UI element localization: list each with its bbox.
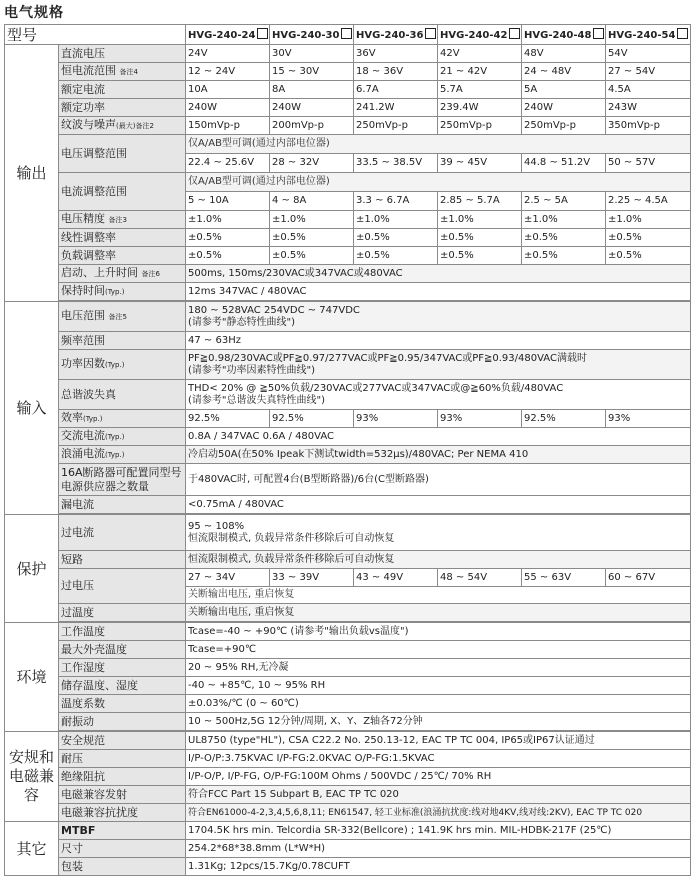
- label-rated-current: 额定电流: [59, 81, 186, 99]
- eff-2: 92.5%: [270, 410, 354, 428]
- model-1: HVG-240-24: [186, 25, 270, 45]
- label-eff: 效率(Typ.): [59, 410, 186, 428]
- ov-4: 48 ~ 54V: [438, 569, 522, 587]
- ov-5: 55 ~ 63V: [522, 569, 606, 587]
- line-reg-6: ±0.5%: [606, 229, 691, 247]
- sc-value: 恒流限制模式, 负载异常条件移除后可自动恢复: [186, 551, 691, 569]
- eff-4: 93%: [438, 410, 522, 428]
- line-reg-5: ±0.5%: [522, 229, 606, 247]
- label-temp-coef: 温度系数: [59, 695, 186, 713]
- option-box-icon: [677, 28, 688, 39]
- mtbf-value: 1704.5K hrs min. Telcordia SR-332(Bellcore) ; 141.9K hrs min. MIL-HDBK-217F (25℃): [186, 822, 691, 840]
- label-rated-power: 额定功率: [59, 99, 186, 117]
- label-cc-range: 恒电流范围 备注4: [59, 63, 186, 81]
- i-adj-1: 5 ~ 10A: [186, 192, 270, 211]
- v-tol-1: ±1.0%: [186, 211, 270, 229]
- i-adj-note: 仅A/AB型可调(通过内部电位器): [186, 173, 691, 192]
- label-humidity: 工作湿度: [59, 659, 186, 677]
- label-max-case: 最大外壳温度: [59, 641, 186, 659]
- label-oc: 过电流: [59, 515, 186, 551]
- label-line-reg: 线性调整率: [59, 229, 186, 247]
- freq-value: 47 ~ 63Hz: [186, 332, 691, 350]
- rated-power-1: 240W: [186, 99, 270, 117]
- model-4: HVG-240-42: [438, 25, 522, 45]
- header-row: [5, 25, 691, 45]
- label-inrush: 浪涌电流(Typ.): [59, 446, 186, 464]
- v-adj-2: 28 ~ 32V: [270, 154, 354, 173]
- model-3: HVG-240-36: [354, 25, 438, 45]
- temp-coef-value: ±0.03%/℃ (0 ~ 60℃): [186, 695, 691, 713]
- cc-range-2: 15 ~ 30V: [270, 63, 354, 81]
- dimension-value: 254.2*68*38.8mm (L*W*H): [186, 840, 691, 858]
- inrush-value: 冷启动50A(在50% Ipeak下测试twidth=532μs)/480VAC; Per NEMA 410: [186, 446, 691, 464]
- cc-range-4: 21 ~ 42V: [438, 63, 522, 81]
- label-mtbf: MTBF: [59, 822, 186, 840]
- emc-immunity-value: 符合EN61000-4-2,3,4,5,6,8,11; EN61547, 轻工业标准(浪涌抗扰度:线对地4KV,线对线:2KV), EAC TP TC 020: [186, 804, 691, 822]
- model-label: 型号: [5, 25, 186, 45]
- dc-voltage-5: 48V: [522, 45, 606, 63]
- label-breaker: 16A断路器可配置同型号电源供应器之数量: [59, 464, 186, 496]
- label-storage: 储存温度、湿度: [59, 677, 186, 695]
- load-reg-5: ±0.5%: [522, 247, 606, 265]
- label-ot: 过温度: [59, 604, 186, 622]
- option-box-icon: [257, 28, 268, 39]
- eff-5: 92.5%: [522, 410, 606, 428]
- load-reg-2: ±0.5%: [270, 247, 354, 265]
- load-reg-3: ±0.5%: [354, 247, 438, 265]
- v-tol-2: ±1.0%: [270, 211, 354, 229]
- label-work-temp: 工作温度: [59, 623, 186, 641]
- option-box-icon: [593, 28, 604, 39]
- oc-value: 95 ~ 108% 恒流限制模式, 负载异常条件移除后可自动恢复: [186, 515, 691, 551]
- rated-power-2: 240W: [270, 99, 354, 117]
- label-ac-current: 交流电流(Typ.): [59, 428, 186, 446]
- label-packing: 包装: [59, 858, 186, 876]
- ot-value: 关断输出电压, 重启恢复: [186, 604, 691, 622]
- option-box-icon: [509, 28, 520, 39]
- humidity-value: 20 ~ 95% RH,无冷凝: [186, 659, 691, 677]
- line-reg-3: ±0.5%: [354, 229, 438, 247]
- emc-emission-value: 符合FCC Part 15 Subpart B, EAC TP TC 020: [186, 786, 691, 804]
- line-reg-2: ±0.5%: [270, 229, 354, 247]
- ripple-5: 250mVp-p: [522, 117, 606, 135]
- label-vibration: 耐振动: [59, 713, 186, 731]
- max-case-value: Tcase=+90℃: [186, 641, 691, 659]
- thd-value: THD< 20% @ ≧50%负载/230VAC或277VAC或347VAC或@≧60%负载/480VAC (请参考"总谐波失真特性曲线"): [186, 380, 691, 410]
- sheet-title: 电气规格: [4, 5, 64, 21]
- label-dc-voltage: 直流电压: [59, 45, 186, 63]
- label-isolation: 绝缘阻抗: [59, 768, 186, 786]
- label-v-range: 电压范围 备注5: [59, 302, 186, 332]
- label-ripple: 纹波与噪声(最大)备注2: [59, 117, 186, 135]
- v-tol-4: ±1.0%: [438, 211, 522, 229]
- label-pf: 功率因数(Typ.): [59, 350, 186, 380]
- rated-current-5: 5A: [522, 81, 606, 99]
- v-tol-3: ±1.0%: [354, 211, 438, 229]
- group-protection: 保护: [5, 515, 59, 623]
- label-std: 安全规范: [59, 732, 186, 750]
- i-adj-2: 4 ~ 8A: [270, 192, 354, 211]
- eff-1: 92.5%: [186, 410, 270, 428]
- load-reg-4: ±0.5%: [438, 247, 522, 265]
- line-reg-1: ±0.5%: [186, 229, 270, 247]
- std-value: UL8750 (type"HL"), CSA C22.2 No. 250.13-12, EAC TP TC 004, IP65或IP67认证通过: [186, 732, 691, 750]
- label-v-tol: 电压精度 备注3: [59, 211, 186, 229]
- ov-2: 33 ~ 39V: [270, 569, 354, 587]
- work-temp-value: Tcase=-40 ~ +90℃ (请参考"输出负载vs温度"): [186, 623, 691, 641]
- i-adj-3: 3.3 ~ 6.7A: [354, 192, 438, 211]
- model-5: HVG-240-48: [522, 25, 606, 45]
- rated-power-4: 239.4W: [438, 99, 522, 117]
- label-sc: 短路: [59, 551, 186, 569]
- label-thd: 总谐波失真: [59, 380, 186, 410]
- group-output: 输出: [5, 45, 59, 302]
- cc-range-5: 24 ~ 48V: [522, 63, 606, 81]
- i-adj-4: 2.85 ~ 5.7A: [438, 192, 522, 211]
- label-emc-immunity: 电磁兼容抗扰度: [59, 804, 186, 822]
- label-leakage: 漏电流: [59, 496, 186, 514]
- dc-voltage-3: 36V: [354, 45, 438, 63]
- ac-current-value: 0.8A / 347VAC 0.6A / 480VAC: [186, 428, 691, 446]
- ov-6: 60 ~ 67V: [606, 569, 691, 587]
- rated-current-2: 8A: [270, 81, 354, 99]
- label-i-adj: 电流调整范围: [59, 173, 186, 211]
- ov-note: 关断输出电压, 重启恢复: [186, 587, 691, 604]
- dc-voltage-4: 42V: [438, 45, 522, 63]
- ripple-4: 250mVp-p: [438, 117, 522, 135]
- group-safety: 安规和电磁兼容: [5, 732, 59, 822]
- line-reg-4: ±0.5%: [438, 229, 522, 247]
- group-others: 其它: [5, 822, 59, 876]
- v-adj-note: 仅A/AB型可调(通过内部电位器): [186, 135, 691, 154]
- option-box-icon: [341, 28, 352, 39]
- breaker-value: 于480VAC时, 可配置4台(B型断路器)/6台(C型断路器): [186, 464, 691, 496]
- rated-power-5: 240W: [522, 99, 606, 117]
- rated-power-3: 241.2W: [354, 99, 438, 117]
- v-tol-5: ±1.0%: [522, 211, 606, 229]
- ripple-2: 200mVp-p: [270, 117, 354, 135]
- leakage-value: <0.75mA / 480VAC: [186, 496, 691, 514]
- label-freq: 频率范围: [59, 332, 186, 350]
- v-range-value: 180 ~ 528VAC 254VDC ~ 747VDC (请参考"静态特性曲线"): [186, 302, 691, 332]
- rated-current-1: 10A: [186, 81, 270, 99]
- ov-3: 43 ~ 49V: [354, 569, 438, 587]
- i-adj-6: 2.25 ~ 4.5A: [606, 192, 691, 211]
- label-hold: 保持时间(Typ.): [59, 283, 186, 301]
- hold-value: 12ms 347VAC / 480VAC: [186, 283, 691, 301]
- eff-3: 93%: [354, 410, 438, 428]
- option-box-icon: [425, 28, 436, 39]
- cc-range-6: 27 ~ 54V: [606, 63, 691, 81]
- setup-value: 500ms, 150ms/230VAC或347VAC或480VAC: [186, 265, 691, 283]
- label-emc-emission: 电磁兼容发射: [59, 786, 186, 804]
- storage-value: -40 ~ +85℃, 10 ~ 95% RH: [186, 677, 691, 695]
- load-reg-1: ±0.5%: [186, 247, 270, 265]
- pf-value: PF≧0.98/230VAC或PF≧0.97/277VAC或PF≧0.95/347VAC或PF≧0.93/480VAC满载时 (请参考"功率因素特性曲线"): [186, 350, 691, 380]
- v-adj-1: 22.4 ~ 25.6V: [186, 154, 270, 173]
- ripple-6: 350mVp-p: [606, 117, 691, 135]
- dc-voltage-2: 30V: [270, 45, 354, 63]
- vibration-value: 10 ~ 500Hz,5G 12分钟/周期, X、Y、Z轴各72分钟: [186, 713, 691, 731]
- withstand-value: I/P-O/P:3.75KVAC I/P-FG:2.0KVAC O/P-FG:1.5KVAC: [186, 750, 691, 768]
- ripple-3: 250mVp-p: [354, 117, 438, 135]
- v-adj-3: 33.5 ~ 38.5V: [354, 154, 438, 173]
- label-dimension: 尺寸: [59, 840, 186, 858]
- isolation-value: I/P-O/P, I/P-FG, O/P-FG:100M Ohms / 500VDC / 25℃/ 70% RH: [186, 768, 691, 786]
- cc-range-3: 18 ~ 36V: [354, 63, 438, 81]
- v-adj-5: 44.8 ~ 51.2V: [522, 154, 606, 173]
- ripple-1: 150mVp-p: [186, 117, 270, 135]
- rated-current-3: 6.7A: [354, 81, 438, 99]
- load-reg-6: ±0.5%: [606, 247, 691, 265]
- label-setup: 启动、上升时间 备注6: [59, 265, 186, 283]
- ov-1: 27 ~ 34V: [186, 569, 270, 587]
- model-2: HVG-240-30: [270, 25, 354, 45]
- label-v-adj: 电压调整范围: [59, 135, 186, 173]
- dc-voltage-1: 24V: [186, 45, 270, 63]
- rated-current-4: 5.7A: [438, 81, 522, 99]
- group-input: 输入: [5, 302, 59, 515]
- v-adj-4: 39 ~ 45V: [438, 154, 522, 173]
- v-tol-6: ±1.0%: [606, 211, 691, 229]
- label-load-reg: 负载调整率: [59, 247, 186, 265]
- rated-power-6: 243W: [606, 99, 691, 117]
- packing-value: 1.31Kg; 12pcs/15.7Kg/0.78CUFT: [186, 858, 691, 876]
- spec-table: [4, 24, 691, 876]
- model-6: HVG-240-54: [606, 25, 691, 45]
- v-adj-6: 50 ~ 57V: [606, 154, 691, 173]
- cc-range-1: 12 ~ 24V: [186, 63, 270, 81]
- eff-6: 93%: [606, 410, 691, 428]
- group-environment: 环境: [5, 623, 59, 732]
- label-withstand: 耐压: [59, 750, 186, 768]
- rated-current-6: 4.5A: [606, 81, 691, 99]
- label-ov: 过电压: [59, 569, 186, 604]
- dc-voltage-6: 54V: [606, 45, 691, 63]
- i-adj-5: 2.5 ~ 5A: [522, 192, 606, 211]
